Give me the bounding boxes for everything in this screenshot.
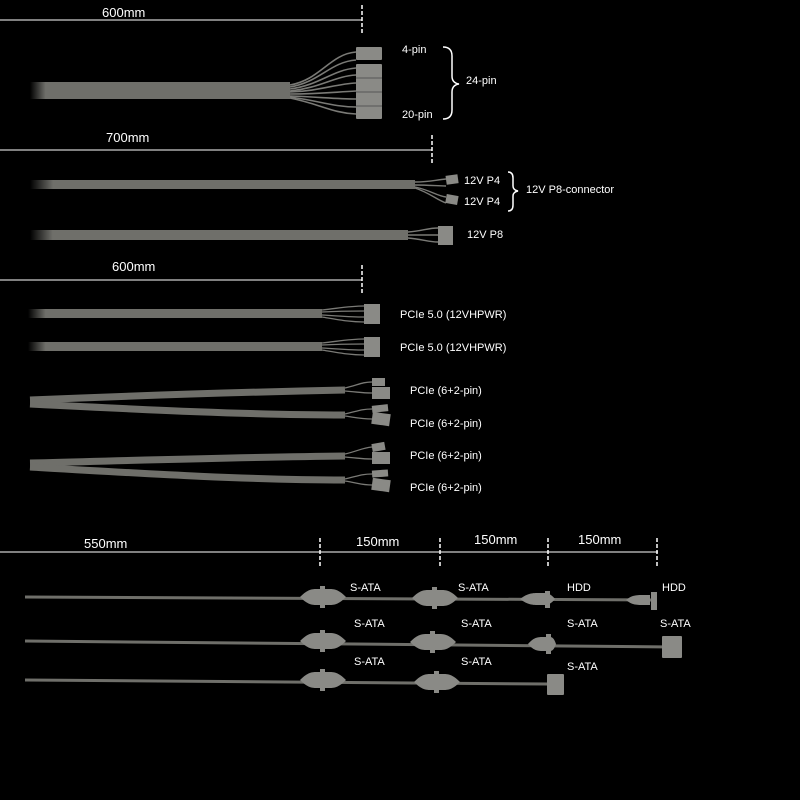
group-label-24pin: 24-pin <box>466 75 497 87</box>
connector-label-pcie-6plus2: PCIe (6+2-pin) <box>410 450 482 462</box>
connector-pcie-6plus2-a <box>372 387 390 399</box>
connector-pcie-6plus2-d-top <box>372 469 388 477</box>
connector-label-12v-p4: 12V P4 <box>464 175 501 187</box>
connector-pcie-6plus2-c <box>372 452 390 464</box>
connector-pcie-6plus2-b-top <box>372 404 389 413</box>
sata-inline-connector <box>300 669 564 695</box>
connector-label-pcie-6plus2: PCIe (6+2-pin) <box>410 385 482 397</box>
main-cable-wires <box>290 52 356 114</box>
main-cable <box>30 82 290 99</box>
connector-label-pcie-6plus2: PCIe (6+2-pin) <box>410 418 482 430</box>
connector-label-sata: S-ATA <box>354 656 385 668</box>
dimension-label: 150mm <box>578 532 622 547</box>
dimension-label: 150mm <box>356 534 400 549</box>
cpu-group <box>0 135 518 245</box>
connector-label-sata: S-ATA <box>567 661 598 673</box>
connector-pcie-6plus2-c-top <box>371 442 385 452</box>
connector-label-sata: S-ATA <box>458 582 489 594</box>
connector-12v-p4-b <box>445 194 458 205</box>
pcie5-cable-1 <box>28 309 322 318</box>
connector-label-20pin: 20-pin <box>402 109 433 121</box>
pcie-cable-a <box>30 390 345 400</box>
connector-label-hdd: HDD <box>567 582 591 594</box>
connector-label-12v-p8: 12V P8 <box>467 229 504 241</box>
connector-label-pcie5: PCIe 5.0 (12VHPWR) <box>400 309 507 321</box>
connector-12v-p8 <box>438 226 453 245</box>
connector-label-sata: S-ATA <box>461 618 492 630</box>
sata-cable-3 <box>25 680 548 684</box>
connector-12vhpwr-2 <box>364 337 380 357</box>
connector-pcie-6plus2-b <box>371 412 390 426</box>
cpu-cable-2 <box>30 230 408 240</box>
connector-pcie-6plus2-a-top <box>372 378 385 386</box>
brace-24pin <box>443 47 459 119</box>
connector-label-sata: S-ATA <box>350 582 381 594</box>
dimension-label: 600mm <box>102 5 146 20</box>
brace-12v-p8 <box>508 172 518 211</box>
connector-12vhpwr-1 <box>364 304 380 324</box>
connector-label-12v-p4: 12V P4 <box>464 196 501 208</box>
pcie5-cable-2 <box>28 342 322 351</box>
dimension-label: 150mm <box>474 532 518 547</box>
main-24pin-group <box>0 5 459 119</box>
connector-label-pcie-6plus2: PCIe (6+2-pin) <box>410 482 482 494</box>
pcie-cable-b <box>30 404 345 415</box>
dimension-label: 700mm <box>106 130 150 145</box>
connector-label-sata: S-ATA <box>567 618 598 630</box>
connector-label-sata: S-ATA <box>660 618 691 630</box>
dimension-label: 550mm <box>84 536 128 551</box>
pcie-group <box>0 265 391 492</box>
connector-label-hdd: HDD <box>662 582 686 594</box>
cpu-cable-1 <box>30 180 415 189</box>
connector-pcie-6plus2-d <box>371 478 390 492</box>
dimension-label: 600mm <box>112 259 156 274</box>
connector-label-pcie5: PCIe 5.0 (12VHPWR) <box>400 342 507 354</box>
connector-label-sata: S-ATA <box>461 656 492 668</box>
connector-4pin <box>356 47 382 60</box>
sata-cable-2 <box>25 641 672 647</box>
connector-label-sata: S-ATA <box>354 618 385 630</box>
group-label-12v-p8: 12V P8-connector <box>526 184 615 196</box>
pcie-cable-c <box>30 456 345 463</box>
pcie-cable-d <box>30 467 345 480</box>
connector-12v-p4-a <box>446 174 459 185</box>
connector-label-4pin: 4-pin <box>402 44 427 56</box>
